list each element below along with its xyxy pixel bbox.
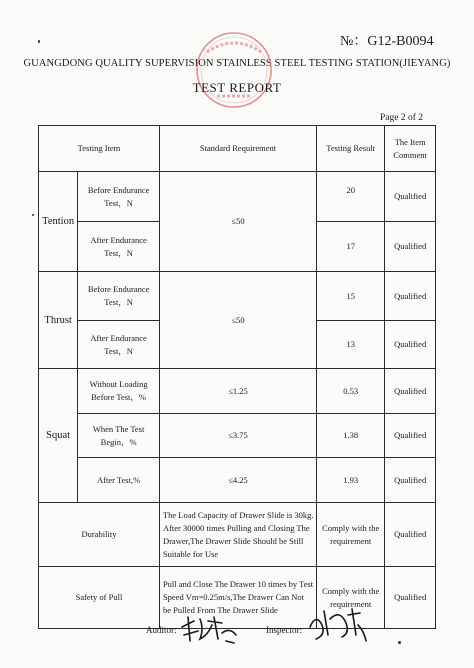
comment-cell: Qualified bbox=[385, 369, 436, 414]
subitem-label: Before Endurance Test，N bbox=[78, 172, 160, 222]
group-label-thrust: Thrust bbox=[39, 272, 78, 369]
subitem-label: Without Loading Before Test，% bbox=[78, 369, 160, 414]
official-seal bbox=[187, 30, 281, 110]
result-cell: 17 bbox=[317, 222, 385, 272]
table-row bbox=[39, 414, 436, 458]
item-label-durability: Durability bbox=[39, 503, 160, 567]
report-number: №：G12-B0094 bbox=[340, 34, 434, 49]
table-row bbox=[39, 272, 436, 321]
table-header-row bbox=[39, 126, 436, 172]
test-results-table bbox=[38, 125, 436, 629]
page-indicator: Page 2 of 2 bbox=[380, 113, 424, 123]
item-label-safety-of-pull: Safety of Pull bbox=[39, 567, 160, 629]
signature-area bbox=[0, 613, 474, 653]
inspector-label: Inspector: bbox=[266, 625, 302, 635]
subitem-label: Before Endurance Test，N bbox=[78, 272, 160, 321]
standard-cell: ≤4.25 bbox=[159, 458, 316, 503]
result-cell: 1.38 bbox=[317, 414, 385, 458]
ink-mark bbox=[32, 214, 34, 216]
header-testing-item: Testing Item bbox=[39, 126, 160, 172]
standard-cell: Pull and Close The Drawer 10 times by Test Speed Vm=0.25m/s,The Drawer Can Not be Pulled From The Drawer Slide bbox=[159, 567, 316, 629]
standard-cell: ≤1.25 bbox=[159, 369, 316, 414]
inspector-signature bbox=[306, 605, 368, 645]
table-row bbox=[39, 172, 436, 222]
subitem-label: When The Test Begin，% bbox=[78, 414, 160, 458]
comment-cell: Qualified bbox=[385, 567, 436, 629]
group-label-tension: Tention bbox=[39, 172, 78, 272]
comment-cell: Qualified bbox=[385, 458, 436, 503]
comment-cell: Qualified bbox=[385, 172, 436, 222]
standard-cell: ≤50 bbox=[159, 272, 316, 369]
subitem-label: After Endurance Test，N bbox=[78, 321, 160, 369]
header-item-comment: The Item Comment bbox=[385, 126, 436, 172]
header-standard-requirement: Standard Requirement bbox=[159, 126, 316, 172]
comment-cell: Qualified bbox=[385, 272, 436, 321]
comment-cell: Qualified bbox=[385, 321, 436, 369]
comment-cell: Qualified bbox=[385, 503, 436, 567]
subitem-label: After Test,% bbox=[78, 458, 160, 503]
report-title: TEST REPORT bbox=[192, 80, 282, 95]
standard-cell: The Load Capacity of Drawer Slide is 30kg. After 30000 times Pulling and Closing The Drawer,The Drawer Slide Should be Still Suitable for Use bbox=[159, 503, 316, 567]
table-row bbox=[39, 458, 436, 503]
result-cell: Comply with the requirement bbox=[317, 567, 385, 629]
standard-cell: ≤50 bbox=[159, 172, 316, 272]
result-cell: 15 bbox=[317, 272, 385, 321]
comment-cell: Qualified bbox=[385, 222, 436, 272]
header-testing-result: Testing Result bbox=[317, 126, 385, 172]
table-row bbox=[39, 503, 436, 567]
auditor-label: Auditor: bbox=[146, 625, 177, 635]
comment-cell: Qualified bbox=[385, 414, 436, 458]
table-row bbox=[39, 369, 436, 414]
auditor-signature bbox=[178, 613, 240, 647]
standard-cell: ≤3.75 bbox=[159, 414, 316, 458]
ink-mark bbox=[38, 40, 40, 43]
group-label-squat: Squat bbox=[39, 369, 78, 503]
result-cell: 13 bbox=[317, 321, 385, 369]
result-cell: 0.53 bbox=[317, 369, 385, 414]
organization-name: GUANGDONG QUALITY SUPERVISION STAINLESS STEEL TESTING STATION(JIEYANG) bbox=[23, 58, 451, 69]
subitem-label: After Endurance Test，N bbox=[78, 222, 160, 272]
ink-mark bbox=[398, 641, 401, 644]
result-cell: 20 bbox=[317, 172, 385, 222]
result-cell: 1.93 bbox=[317, 458, 385, 503]
result-cell: Comply with the requirement bbox=[317, 503, 385, 567]
